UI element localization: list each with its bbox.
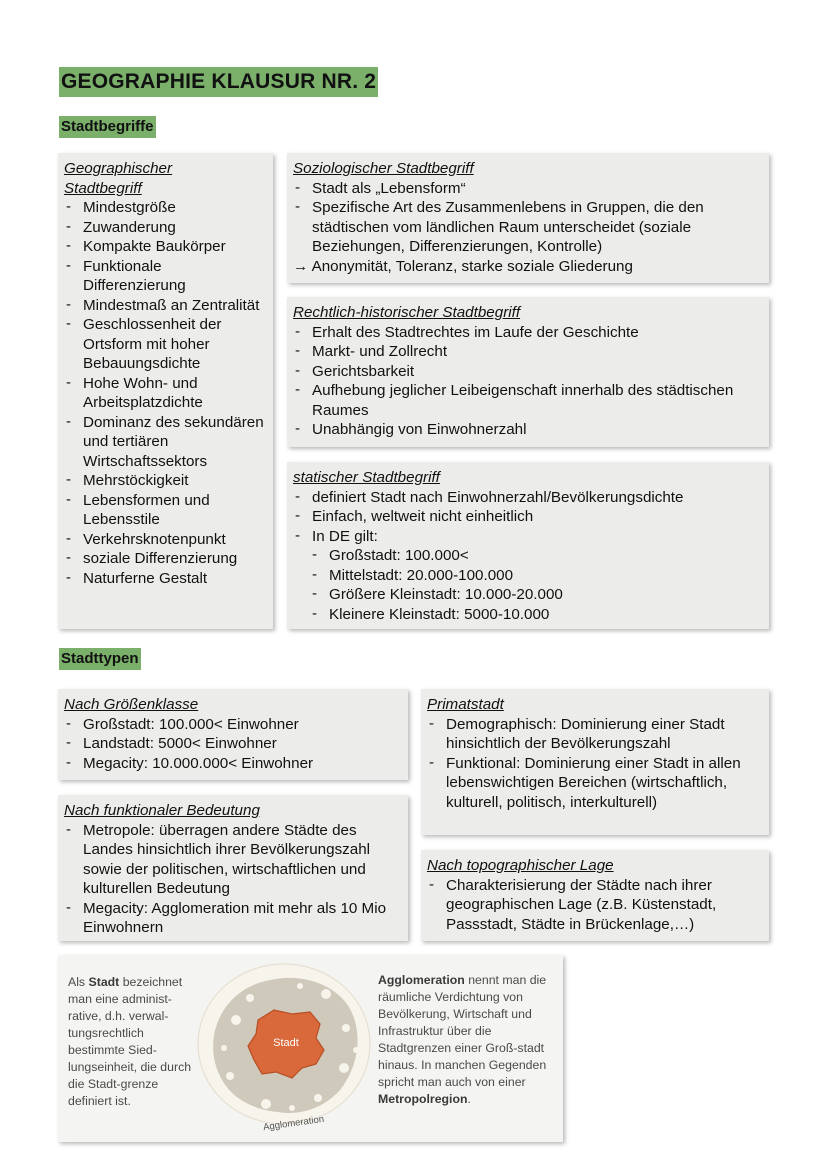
city-label: Stadt <box>273 1037 299 1049</box>
list-item: - Metropole: überragen andere Städte des Landes hinsichtlich ihrer Bevölkerungszahl sowie der politischen, wirtschaftlichen und kulturellen Bedeutung <box>64 821 400 899</box>
box-heading: Nach funktionaler Bedeutung <box>64 802 260 819</box>
box-nach-topographischer-lage <box>421 850 769 941</box>
list-item: - Spezifische Art des Zusammenlebens in Gruppen, die den städtischen vom ländlichen Raum unterscheidet (soziale Beziehungen, Differenzierungen, Kontrolle) <box>293 198 761 257</box>
list-item: - definiert Stadt nach Einwohnerzahl/Bevölkerungsdichte <box>293 488 761 508</box>
list-item: - Kleinere Kleinstadt: 5000-10.000 <box>310 605 761 625</box>
list-item: - Erhalt des Stadtrechtes im Laufe der Geschichte <box>293 323 761 343</box>
list-item: - Verkehrsknotenpunkt <box>64 530 265 550</box>
list-item: - Charakterisierung der Städte nach ihrer geographischen Lage (z.B. Küstenstadt, Passstadt, Städte in Brückenlage,…) <box>427 876 761 935</box>
list-item: - Lebensformen und Lebensstile <box>64 491 265 530</box>
list-item: - Markt- und Zollrecht <box>293 342 761 362</box>
agglomeration-label: Agglomeration <box>262 1113 325 1134</box>
figure-text-agglomeration: Agglomeration nennt man die räumliche Verdichtung von Bevölkerung, Wirtschaft und Infrastruktur über die Stadtgrenzen einer Groß-stadt hinaus. In manchen Gegenden spricht man auch von einer Metropolregion. <box>378 973 547 1106</box>
list-item: - soziale Differenzierung <box>64 549 265 569</box>
list-item: - Aufhebung jeglicher Leibeigenschaft innerhalb des städtischen Raumes <box>293 381 761 420</box>
box-nach-groessenklasse <box>58 689 408 780</box>
list-item: - Demographisch: Dominierung einer Stadt hinsichtlich der Bevölkerungszahl <box>427 715 761 754</box>
list-item: - Mehrstöckigkeit <box>64 471 265 491</box>
box-nach-funktionaler-bedeutung <box>58 795 408 941</box>
list-item: - In DE gilt: <box>293 527 761 547</box>
section-heading-stadttypen: Stadttypen <box>59 648 141 670</box>
list-item: - Megacity: Agglomeration mit mehr als 10 Mio Einwohnern <box>64 899 400 938</box>
box-statischer-stadtbegriff <box>287 462 769 629</box>
box-heading: Nach Größenklasse <box>64 696 199 713</box>
list-item: - Mindestmaß an Zentralität <box>64 296 265 316</box>
list-item: - Hohe Wohn- und Arbeitsplatzdichte <box>64 374 265 413</box>
box-heading: Nach topographischer Lage <box>427 857 614 874</box>
list-item: - Funktional: Dominierung einer Stadt in allen lebenswichtigen Bereichen (wirtschaftlich, kulturell, politisch, interkulturell) <box>427 754 761 813</box>
agglomeration-figure <box>58 955 563 1142</box>
list-item: - Stadt als „Lebensform“ <box>293 179 761 199</box>
box-geographischer-stadtbegriff <box>58 153 273 629</box>
figure-text-stadt: Als Stadt bezeichnet man eine administ-rative, d.h. verwal-tungsrechtlich bestimmte Sied-lungseinheit, die durch die Stadt-grenze definiert ist. <box>68 975 192 1108</box>
box-soziologischer-stadtbegriff <box>287 153 769 283</box>
box-rechtlich-historischer-stadtbegriff <box>287 297 769 447</box>
conclusion-text: → Anonymität, Toleranz, starke soziale Gliederung <box>293 257 633 275</box>
box-heading: Geographischer Stadtbegriff <box>64 160 173 197</box>
page-title: GEOGRAPHIE KLAUSUR NR. 2 <box>59 67 378 97</box>
list-item: - Zuwanderung <box>64 218 265 238</box>
list-item: - Geschlossenheit der Ortsform mit hoher Bebauungsdichte <box>64 315 265 374</box>
box-primatstadt <box>421 689 769 835</box>
list-item: - Mindestgröße <box>64 198 265 218</box>
list-item: - Unabhängig von Einwohnerzahl <box>293 420 761 440</box>
box-heading: statischer Stadtbegriff <box>293 469 440 486</box>
list-item: - Funktionale Differenzierung <box>64 257 265 296</box>
list-item: - Landstadt: 5000< Einwohner <box>64 734 400 754</box>
geo-list <box>64 198 265 588</box>
list-item: - Einfach, weltweit nicht einheitlich <box>293 507 761 527</box>
list-item: - Gerichtsbarkeit <box>293 362 761 382</box>
section-heading-stadtbegriffe: Stadtbegriffe <box>59 116 156 138</box>
list-item: - Großstadt: 100.000< <box>310 546 761 566</box>
sub-list <box>310 546 761 624</box>
box-heading: Rechtlich-historischer Stadtbegriff <box>293 304 521 321</box>
list-item: - Mittelstadt: 20.000-100.000 <box>310 566 761 586</box>
box-heading: Soziologischer Stadtbegriff <box>293 160 474 177</box>
list-item: - Größere Kleinstadt: 10.000-20.000 <box>310 585 761 605</box>
agglomeration-diagram <box>196 958 376 1136</box>
list-item: - Naturferne Gestalt <box>64 569 265 589</box>
list-item: - Kompakte Baukörper <box>64 237 265 257</box>
box-heading: Primatstadt <box>427 696 504 713</box>
list-item: - Großstadt: 100.000< Einwohner <box>64 715 400 735</box>
list-item: - Megacity: 10.000.000< Einwohner <box>64 754 400 774</box>
list-item: - Dominanz des sekundären und tertiären Wirtschaftssektors <box>64 413 265 472</box>
